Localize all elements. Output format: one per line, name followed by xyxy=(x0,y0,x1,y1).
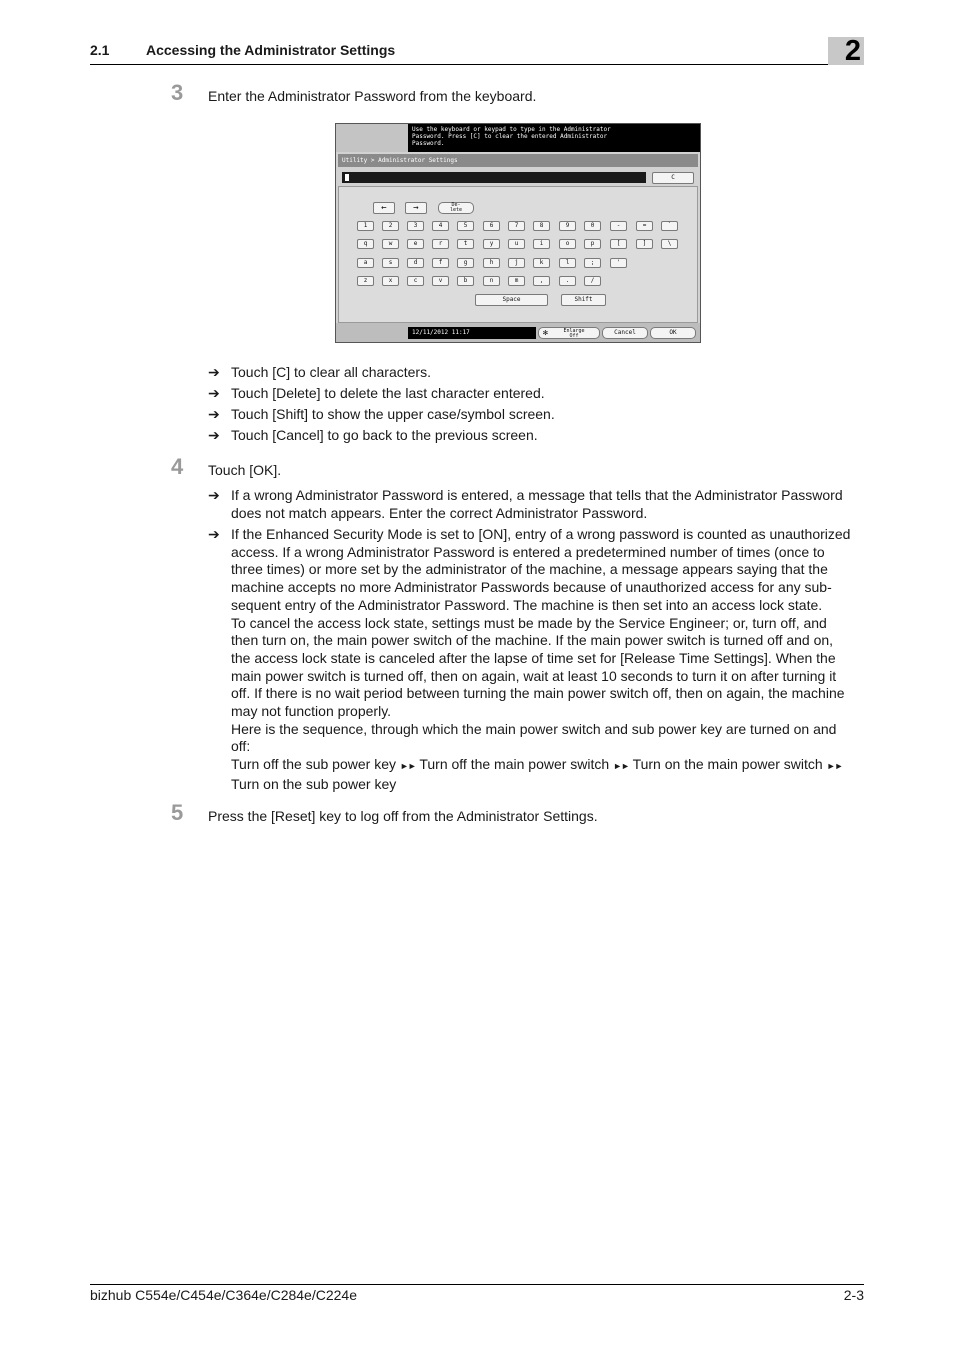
key-7[interactable]: 7 xyxy=(508,221,525,231)
key-d[interactable]: d xyxy=(407,258,424,268)
key-2[interactable]: 2 xyxy=(382,221,399,231)
cursor-right-key[interactable]: → xyxy=(405,202,427,214)
key-x[interactable]: x xyxy=(382,276,399,286)
key-e[interactable]: e xyxy=(407,239,424,249)
key-4[interactable]: 4 xyxy=(432,221,449,231)
footer-rule xyxy=(90,1284,864,1285)
key-left-bracket[interactable]: [ xyxy=(610,239,627,249)
screen-top-left xyxy=(336,124,408,152)
double-arrow-icon: ►► xyxy=(826,761,843,772)
screen-message-line: Use the keyboard or keypad to type in the Administrator xyxy=(412,126,611,133)
step-5-number: 5 xyxy=(171,800,184,825)
chapter-tab xyxy=(828,37,864,65)
enlarge-icon: ✻ xyxy=(543,328,548,337)
bullet-line: If a wrong Administrator Password is entered, a message that tells that the Administrator Password xyxy=(231,487,843,503)
section-title: Accessing the Administrator Settings xyxy=(146,42,396,58)
key-minus[interactable]: - xyxy=(610,221,627,231)
key-apostrophe[interactable]: ' xyxy=(610,258,627,268)
delete-key[interactable] xyxy=(438,202,474,214)
key-h[interactable]: h xyxy=(483,258,500,268)
screen-datetime: 12/11/2012 11:17 xyxy=(408,327,536,339)
bullet-line: three times) or more set by the administrator of the machine, a message appears saying that the xyxy=(231,561,828,578)
arrow-bullet-icon: ➔ xyxy=(208,364,220,380)
key-l[interactable]: l xyxy=(559,258,576,268)
bullet-line: main power switch is turned off, then on again, wait at least 10 seconds to turn it on after turning it xyxy=(231,667,837,684)
key-slash[interactable]: / xyxy=(584,276,601,286)
bullet-line: sequent entry of the Administrator Password. The machine is then set into an access lock state. xyxy=(231,596,823,613)
screen-message xyxy=(408,124,700,152)
key-0[interactable]: 0 xyxy=(584,221,601,231)
key-w[interactable]: w xyxy=(382,239,399,249)
control-panel-screenshot xyxy=(335,123,701,343)
bullet-text: Touch [Cancel] to go back to the previous screen. xyxy=(231,427,538,443)
arrow-bullet-icon: ➔ xyxy=(208,487,220,503)
key-a[interactable]: a xyxy=(357,258,374,268)
key-9[interactable]: 9 xyxy=(559,221,576,231)
step-3-number: 3 xyxy=(171,80,184,105)
bullet-line: may not function properly. xyxy=(231,703,392,720)
bullet-line: To cancel the access lock state, settings must be made by the Service Engineer; or, turn off, and xyxy=(231,614,827,631)
bullet-line: the access lock state is canceled after the lapse of time set for [Release Time Settings]. When the xyxy=(231,649,836,666)
key-p[interactable]: p xyxy=(584,239,601,249)
key-v[interactable]: v xyxy=(432,276,449,286)
bullet-line: If the Enhanced Security Mode is set to [ON], entry of a wrong password is counted as unauthorized xyxy=(231,526,851,542)
key-8[interactable]: 8 xyxy=(533,221,550,231)
key-r[interactable]: r xyxy=(432,239,449,249)
arrow-bullet-icon: ➔ xyxy=(208,427,220,443)
step-3-text: Enter the Administrator Password from the keyboard. xyxy=(208,88,537,104)
step-4-text: Touch [OK]. xyxy=(208,462,282,478)
chapter-number: 2 xyxy=(844,35,861,67)
sequence-step: Turn off the sub power key xyxy=(231,756,396,773)
key-c[interactable]: c xyxy=(407,276,424,286)
bullet-line: off: xyxy=(231,738,251,755)
screen-bottom-bar xyxy=(336,323,700,342)
space-key[interactable]: Space xyxy=(475,294,548,306)
key-o[interactable]: o xyxy=(559,239,576,249)
bullet-line: off. If there is no wait period between turning the main power switch off, then on again, the machine xyxy=(231,685,845,702)
enlarge-display-key[interactable] xyxy=(538,327,600,339)
key-i[interactable]: i xyxy=(533,239,550,249)
section-number: 2.1 xyxy=(90,42,110,58)
key-q[interactable]: q xyxy=(357,239,374,249)
key-3[interactable]: 3 xyxy=(407,221,424,231)
double-arrow-icon: ►► xyxy=(399,761,416,772)
key-6[interactable]: 6 xyxy=(483,221,500,231)
arrow-bullet-icon: ➔ xyxy=(208,385,220,401)
double-arrow-icon: ►► xyxy=(613,761,629,772)
key-m[interactable]: m xyxy=(508,276,525,286)
ok-button[interactable]: OK xyxy=(650,327,696,339)
key-u[interactable]: u xyxy=(508,239,525,249)
header-rule xyxy=(90,64,864,65)
key-comma[interactable]: , xyxy=(533,276,550,286)
bullet-line: machine accepts no more Administrator Passwords because of unauthorized access for any sub- xyxy=(231,579,832,596)
key-semicolon[interactable]: ; xyxy=(584,258,601,268)
enlarge-label: Enlarge xyxy=(563,328,585,334)
password-field[interactable] xyxy=(342,172,646,183)
key-backtick[interactable]: ` xyxy=(661,221,678,231)
sequence-step: Turn off the main power switch xyxy=(419,756,610,773)
enlarge-label: Off xyxy=(569,333,579,339)
bullet-line: does not match appears. Enter the correct Administrator Password. xyxy=(231,504,648,521)
footer-page-number: 2-3 xyxy=(843,1287,864,1303)
screen-message-line: Password. Press [C] to clear the entered Administrator xyxy=(412,133,608,140)
bullet-text: Touch [Delete] to delete the last character entered. xyxy=(231,385,545,401)
power-sequence-line-1 xyxy=(231,756,863,776)
delete-key-label: De- xyxy=(451,202,461,208)
key-b[interactable]: b xyxy=(457,276,474,286)
key-g[interactable]: g xyxy=(457,258,474,268)
key-period[interactable]: . xyxy=(559,276,576,286)
key-n[interactable]: n xyxy=(483,276,500,286)
step-4-number: 4 xyxy=(171,454,184,479)
delete-key-label: lete xyxy=(449,207,463,213)
arrow-bullet-icon: ➔ xyxy=(208,406,220,422)
key-f[interactable]: f xyxy=(432,258,449,268)
key-k[interactable]: k xyxy=(533,258,550,268)
key-5[interactable]: 5 xyxy=(457,221,474,231)
bullet-line: Here is the sequence, through which the main power switch and sub power key are turned on and xyxy=(231,720,837,737)
arrow-bullet-icon: ➔ xyxy=(208,526,220,542)
key-z[interactable]: z xyxy=(357,276,374,286)
key-j[interactable]: j xyxy=(508,258,525,268)
step-5-text: Press the [Reset] key to log off from the Administrator Settings. xyxy=(208,808,598,824)
key-1[interactable]: 1 xyxy=(357,221,374,231)
clear-key[interactable]: C xyxy=(652,172,694,184)
bullet-text: Touch [Shift] to show the upper case/symbol screen. xyxy=(231,406,555,422)
key-right-bracket[interactable]: ] xyxy=(636,239,653,249)
text-cursor xyxy=(345,174,349,181)
key-s[interactable]: s xyxy=(382,258,399,268)
cursor-left-key[interactable]: ← xyxy=(373,202,395,214)
sequence-step: Turn on the main power switch xyxy=(632,756,823,773)
footer-model-name: bizhub C554e/C454e/C364e/C284e/C224e xyxy=(90,1287,357,1303)
key-equals[interactable]: = xyxy=(636,221,653,231)
bullet-text: Touch [C] to clear all characters. xyxy=(231,364,431,380)
screen-message-line: Password. xyxy=(412,140,445,147)
screen-breadcrumb: Utility > Administrator Settings xyxy=(338,154,698,167)
cancel-button[interactable]: Cancel xyxy=(602,327,648,339)
shift-key[interactable]: Shift xyxy=(561,294,606,306)
key-t[interactable]: t xyxy=(457,239,474,249)
sequence-step: Turn on the sub power key xyxy=(231,775,397,792)
bullet-line: then turn on, the main power switch of the machine. If the main power switch is turned off and on, xyxy=(231,632,834,649)
bullet-line: access. If a wrong Administrator Password is entered a predetermined number of times (once to xyxy=(231,543,825,560)
key-y[interactable]: y xyxy=(483,239,500,249)
key-backslash[interactable]: \ xyxy=(661,239,678,249)
